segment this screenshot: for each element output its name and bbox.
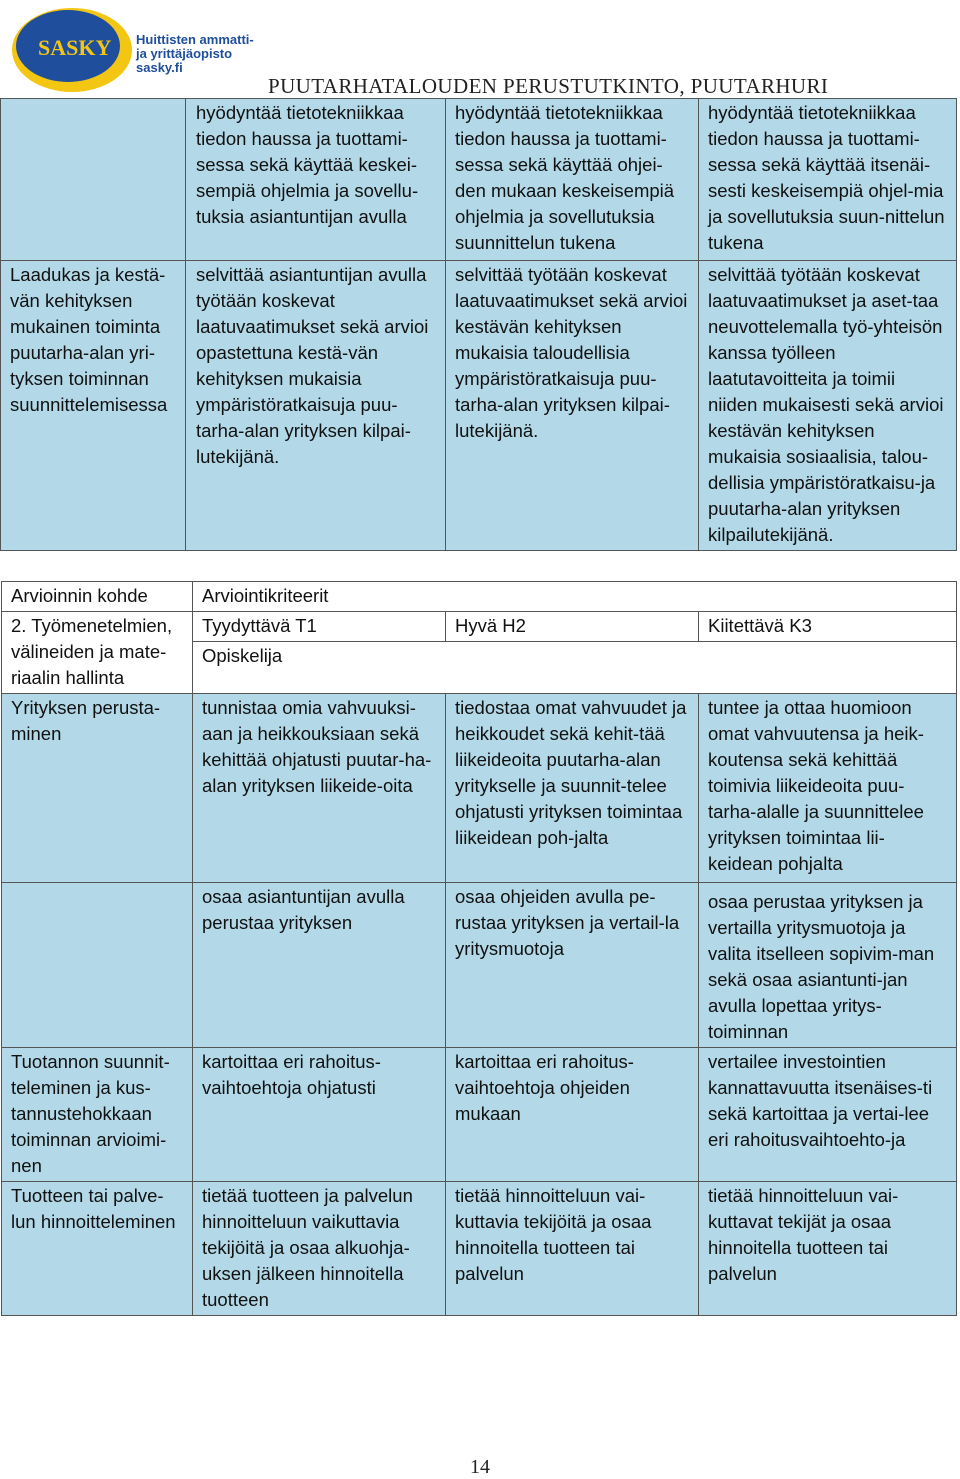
table-row (2, 1048, 957, 1182)
k3-cell: hyödyntää tietotekniikkaa tiedon haussa ja tuottami-sessa sekä käyttää itsenäi-sesti keskeisempiä ohjel-mia ja sovellutuksia suun-nittelun tukena (699, 99, 957, 261)
section-title: 2. Työmenetelmien, välineiden ja mate-riaalin hallinta (2, 612, 193, 694)
t1-cell: kartoittaa eri rahoitus-vaihtoehtoja ohjatusti (193, 1048, 446, 1182)
h2-cell: osaa ohjeiden avulla pe-rustaa yrityksen ja vertail-la yritysmuotoja (446, 883, 699, 1048)
grade-header-row (2, 612, 957, 642)
grade-t1-label: Tyydyttävä T1 (193, 612, 446, 642)
table-row (2, 883, 957, 1048)
t1-cell: osaa asiantuntijan avulla perustaa yrityksen (193, 883, 446, 1048)
table-row (2, 694, 957, 883)
logo-tagline-2: ja yrittäjäopisto (136, 46, 233, 61)
page-number: 14 (470, 1456, 490, 1478)
target-cell: Laadukas ja kestä-vän kehityksen mukainen toiminta puutarha-alan yri-tyksen toiminnan suunnittelemisessa (1, 261, 186, 551)
table-header-row (2, 582, 957, 612)
sasky-logo (10, 4, 270, 94)
k3-cell: selvittää työtään koskevat laatuvaatimukset ja aset-taa neuvottelemalla työ-yhteisön kanssa työlleen laatutavoitteita ja toimii niiden mukaisesti sekä arvioi kestävän kehityksen mukaisia sosiaalisia, talou-dellisia ympäristöratkaisu-ja puutarha-alan yrityksen kilpailutekijänä. (699, 261, 957, 551)
grade-k3-label: Kiitettävä K3 (699, 612, 957, 642)
k3-cell: osaa perustaa yrityksen ja vertailla yritysmuotoja ja valita itselleen sopivim-man sekä osaa asiantunti-jan avulla lopettaa yritys-toiminnan (699, 883, 957, 1048)
target-cell (2, 883, 193, 1048)
k3-cell: tietää hinnoitteluun vai-kuttavat tekijät ja osaa hinnoitella tuotteen tai palvelun (699, 1182, 957, 1316)
logo-url: sasky.fi (136, 60, 183, 75)
logo-brand: SASKY (38, 35, 112, 60)
h2-cell: hyödyntää tietotekniikkaa tiedon haussa ja tuottami-sessa sekä käyttää ohjei-den mukaan keskeisempiä ohjelmia ja sovellutuksia suunnittelun tukena (446, 99, 699, 261)
target-cell: Yrityksen perusta-minen (2, 694, 193, 883)
k3-cell: tuntee ja ottaa huomioon omat vahvuutensa ja heik-koutensa sekä kehittää toimivia liikeideoita puu-tarha-alalle ja suunnittelee yrityksen toimintaa lii-keidean pohjalta (699, 694, 957, 883)
t1-cell: selvittää asiantuntijan avulla työtään koskevat laatuvaatimukset sekä arvioi opastettuna kestä-vän kehityksen mukaisia ympäristöratkaisuja puu-tarha-alan yrityksen kilpai-lutekijänä. (186, 261, 446, 551)
logo-tagline-1: Huittisten ammatti- (136, 32, 254, 47)
target-cell (1, 99, 186, 261)
criteria-table (1, 581, 957, 1316)
h2-cell: tietää hinnoitteluun vai-kuttavia tekijöitä ja osaa hinnoitella tuotteen tai palvelun (446, 1182, 699, 1316)
table-row (1, 261, 957, 551)
sasky-logo-graphic (10, 4, 270, 94)
column-header-criteria: Arviointikriteerit (193, 582, 957, 612)
k3-cell: vertailee investointien kannattavuutta itsenäises-ti sekä kartoittaa ja vertai-lee eri rahoitusvaihtoehto-ja (699, 1048, 957, 1182)
target-cell: Tuotannon suunnit-teleminen ja kus-tannustehokkaan toiminnan arvioimi-nen (2, 1048, 193, 1182)
page-header-title: PUUTARHATALOUDEN PERUSTUTKINTO, PUUTARHURI (268, 74, 829, 98)
student-label: Opiskelija (193, 642, 957, 694)
h2-cell: tiedostaa omat vahvuudet ja heikkoudet sekä kehit-tää liikeideoita puutarha-alan yritykselle ja suunnit-telee ohjatusti yrityksen toimintaa liikeidean poh-jalta (446, 694, 699, 883)
target-cell: Tuotteen tai palve-lun hinnoitteleminen (2, 1182, 193, 1316)
t1-cell: tunnistaa omia vahvuuksi-aan ja heikkouksiaan sekä kehittää ohjatusti puutar-ha-alan yrityksen liikeide-oita (193, 694, 446, 883)
t1-cell: hyödyntää tietotekniikkaa tiedon haussa ja tuottami-sessa sekä käyttää keskei-sempiä ohjelmia ja sovellu-tuksia asiantuntijan avulla (186, 99, 446, 261)
h2-cell: kartoittaa eri rahoitus-vaihtoehtoja ohjeiden mukaan (446, 1048, 699, 1182)
h2-cell: selvittää työtään koskevat laatuvaatimukset sekä arvioi kestävän kehityksen mukaisia taloudellisia ympäristöratkaisuja puu-tarha-alan yrityksen kilpai-lutekijänä. (446, 261, 699, 551)
table-row (1, 99, 957, 261)
table-row (2, 1182, 957, 1316)
grade-h2-label: Hyvä H2 (446, 612, 699, 642)
criteria-table-continued (0, 98, 957, 551)
column-header-target: Arvioinnin kohde (2, 582, 193, 612)
t1-cell: tietää tuotteen ja palvelun hinnoitteluun vaikuttavia tekijöitä ja osaa alkuohja-uksen jälkeen hinnoitella tuotteen (193, 1182, 446, 1316)
